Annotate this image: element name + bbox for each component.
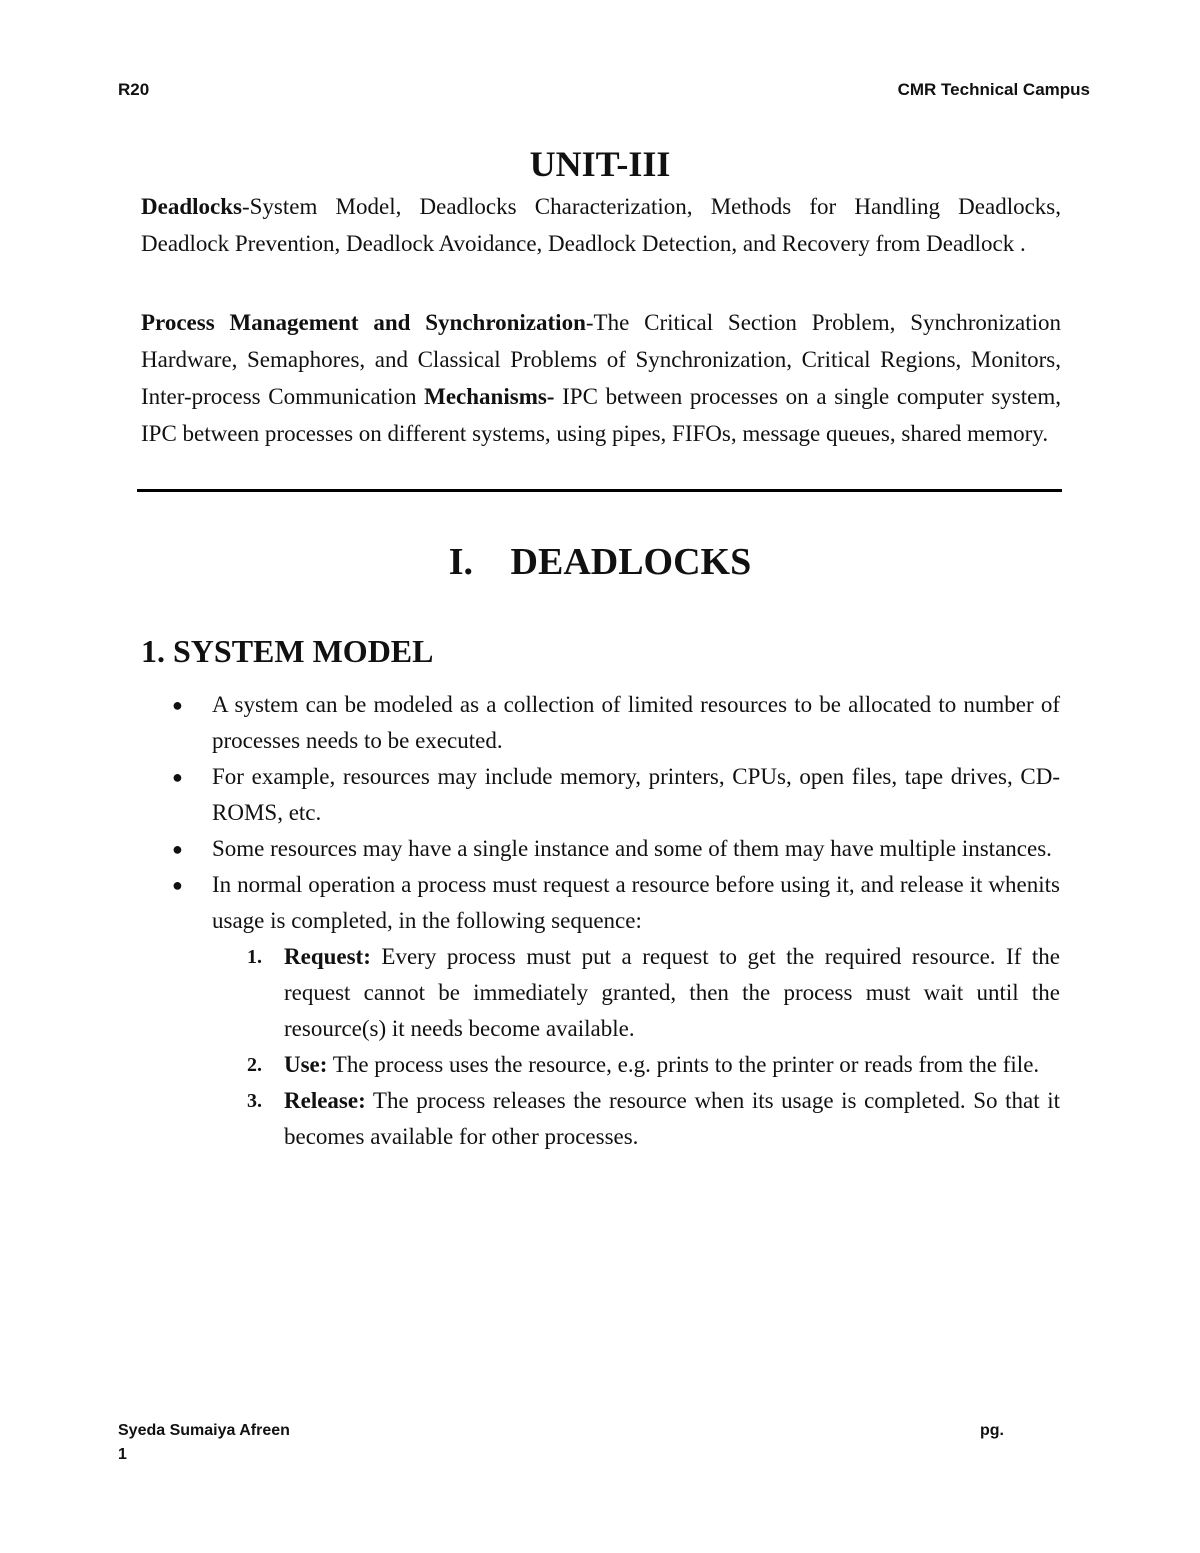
subsection-title: 1. SYSTEM MODEL xyxy=(141,633,434,669)
bullet-icon: ● xyxy=(172,767,183,787)
step-text: The process uses the resource, e.g. prints to the printer or reads from the file. xyxy=(327,1052,1040,1077)
step-item xyxy=(212,939,1060,1047)
list-item xyxy=(172,759,1060,831)
step-item xyxy=(212,1083,1060,1155)
header-left: R20 xyxy=(118,80,150,99)
step-number: 1. xyxy=(247,946,262,968)
syllabus-deadlocks-heading: Deadlocks xyxy=(141,194,242,219)
footer-page-label: pg. xyxy=(980,1422,1004,1439)
syllabus-process-management xyxy=(141,304,1061,452)
bullet-text: A system can be modeled as a collection of limited resources to be allocated to number of processes needs to be executed. xyxy=(212,692,1060,753)
header-right: CMR Technical Campus xyxy=(897,80,1090,99)
section-title: I. DEADLOCKS xyxy=(448,541,752,583)
bullet-text: For example, resources may include memory, printers, CPUs, open files, tape drives, CD-ROMS, etc. xyxy=(212,764,1060,825)
syllabus-process-text: -The Critical Section Problem, Synchronization Hardware, Semaphores, and Classical Problems of Synchronization, Critical Regions, Monitors, Inter-process Communication xyxy=(141,310,1061,409)
bullet-icon: ● xyxy=(172,695,183,715)
step-term: Release: xyxy=(284,1088,366,1113)
bullet-text: In normal operation a process must request a resource before using it, and release it whenits usage is completed, in the following sequence: xyxy=(212,872,1060,933)
section-divider xyxy=(137,489,1062,492)
syllabus-deadlocks xyxy=(141,188,1061,262)
bullet-icon: ● xyxy=(172,839,183,859)
request-sequence-list xyxy=(212,939,1060,1155)
syllabus-mechanisms-heading: Mechanisms- xyxy=(424,384,555,409)
step-text: The process releases the resource when its usage is completed. So that it becomes available for other processes. xyxy=(284,1088,1060,1149)
step-term: Request: xyxy=(284,944,371,969)
list-item xyxy=(172,867,1060,1155)
bullet-icon: ● xyxy=(172,875,183,895)
footer-page-number: 1 xyxy=(118,1446,127,1463)
syllabus-process-heading: Process Management and Synchronization xyxy=(141,310,586,335)
step-term: Use: xyxy=(284,1052,328,1077)
step-number: 2. xyxy=(247,1054,262,1076)
list-item xyxy=(172,831,1060,867)
syllabus-mechanisms-text: IPC between processes on a single computer system, IPC between processes on different systems, using pipes, FIFOs, message queues, shared memory. xyxy=(141,384,1061,446)
step-text: Every process must put a request to get the required resource. If the request cannot be immediately granted, then the process must wait until the resource(s) it needs become available. xyxy=(284,944,1060,1041)
bullet-text: Some resources may have a single instance and some of them may have multiple instances. xyxy=(212,836,1052,861)
syllabus-deadlocks-text: -System Model, Deadlocks Characterization, Methods for Handling Deadlocks, Deadlock Prevention, Deadlock Avoidance, Deadlock Detection, and Recovery from Deadlock . xyxy=(141,194,1061,256)
system-model-list xyxy=(172,687,1060,1155)
step-item xyxy=(212,1047,1060,1083)
step-number: 3. xyxy=(247,1090,262,1112)
unit-title: UNIT-III xyxy=(529,144,671,184)
list-item xyxy=(172,687,1060,759)
footer-author: Syeda Sumaiya Afreen xyxy=(118,1422,290,1439)
